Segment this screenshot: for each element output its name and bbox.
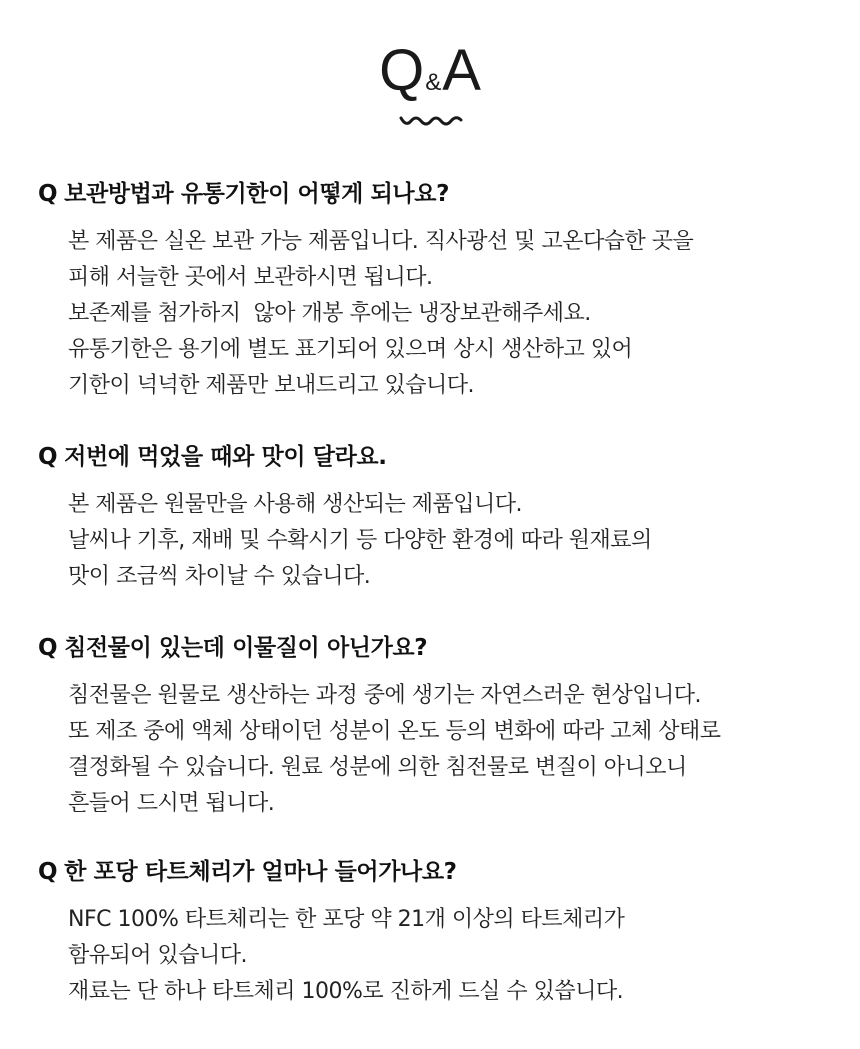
answer-line: NFC 100% 타트체리는 한 포당 약 21개 이상의 타트체리가 — [68, 907, 625, 932]
wave-divider-icon — [399, 112, 463, 130]
qa-header — [0, 38, 860, 103]
answer-line: 재료는 단 하나 타트체리 100%로 진하게 드실 수 있씁니다. — [68, 979, 624, 1004]
answer-line: 보존제를 첨가하지 않아 개봉 후에는 냉장보관해주세요. — [68, 301, 591, 326]
answer-body — [38, 487, 838, 595]
question-text: 한 포당 타트체리가 얼마나 들어가나요? — [64, 859, 457, 885]
question-text: 침전물이 있는데 이물질이 아닌가요? — [64, 635, 428, 661]
answer-line: 본 제품은 원물만을 사용해 생산되는 제품입니다. — [68, 492, 523, 517]
answer-line: 침전물은 원물로 생산하는 과정 중에 생기는 자연스러운 현상입니다. — [68, 683, 702, 708]
question-text: 보관방법과 유통기한이 어떻게 되나요? — [64, 181, 450, 207]
title-a: A — [442, 38, 481, 103]
qa-item — [38, 632, 838, 822]
answer-body — [38, 902, 838, 1010]
question-text: 저번에 먹었을 때와 맛이 달라요. — [64, 444, 387, 470]
question-mark: Q — [38, 635, 58, 661]
question-heading — [38, 441, 838, 473]
question-mark: Q — [38, 444, 58, 470]
answer-line: 피해 서늘한 곳에서 보관하시면 됩니다. — [68, 265, 433, 290]
qa-item — [38, 441, 838, 595]
answer-line: 결정화될 수 있습니다. 원료 성분에 의한 침전물로 변질이 아니오니 — [68, 755, 687, 780]
qa-item — [38, 856, 838, 1010]
answer-line: 기한이 넉넉한 제품만 보내드리고 있습니다. — [68, 373, 475, 398]
answer-line: 맛이 조금씩 차이날 수 있습니다. — [68, 564, 371, 589]
qa-item — [38, 178, 838, 404]
question-mark: Q — [38, 181, 58, 207]
answer-line: 본 제품은 실온 보관 가능 제품입니다. 직사광선 및 고온다습한 곳을 — [68, 229, 694, 254]
answer-line: 또 제조 중에 액체 상태이던 성분이 온도 등의 변화에 따라 고체 상태로 — [68, 719, 721, 744]
answer-body — [38, 678, 838, 822]
question-heading — [38, 632, 838, 664]
title-q: Q — [379, 38, 425, 103]
question-heading — [38, 178, 838, 210]
page-title — [379, 38, 481, 103]
question-mark: Q — [38, 859, 58, 885]
answer-line: 날씨나 기후, 재배 및 수확시기 등 다양한 환경에 따라 원재료의 — [68, 528, 652, 553]
answer-line: 흔들어 드시면 됩니다. — [68, 791, 275, 816]
title-ampersand: & — [425, 69, 442, 96]
question-heading — [38, 856, 838, 888]
answer-body — [38, 224, 838, 404]
answer-line: 함유되어 있습니다. — [68, 943, 248, 968]
answer-line: 유통기한은 용기에 별도 표기되어 있으며 상시 생산하고 있어 — [68, 337, 633, 362]
